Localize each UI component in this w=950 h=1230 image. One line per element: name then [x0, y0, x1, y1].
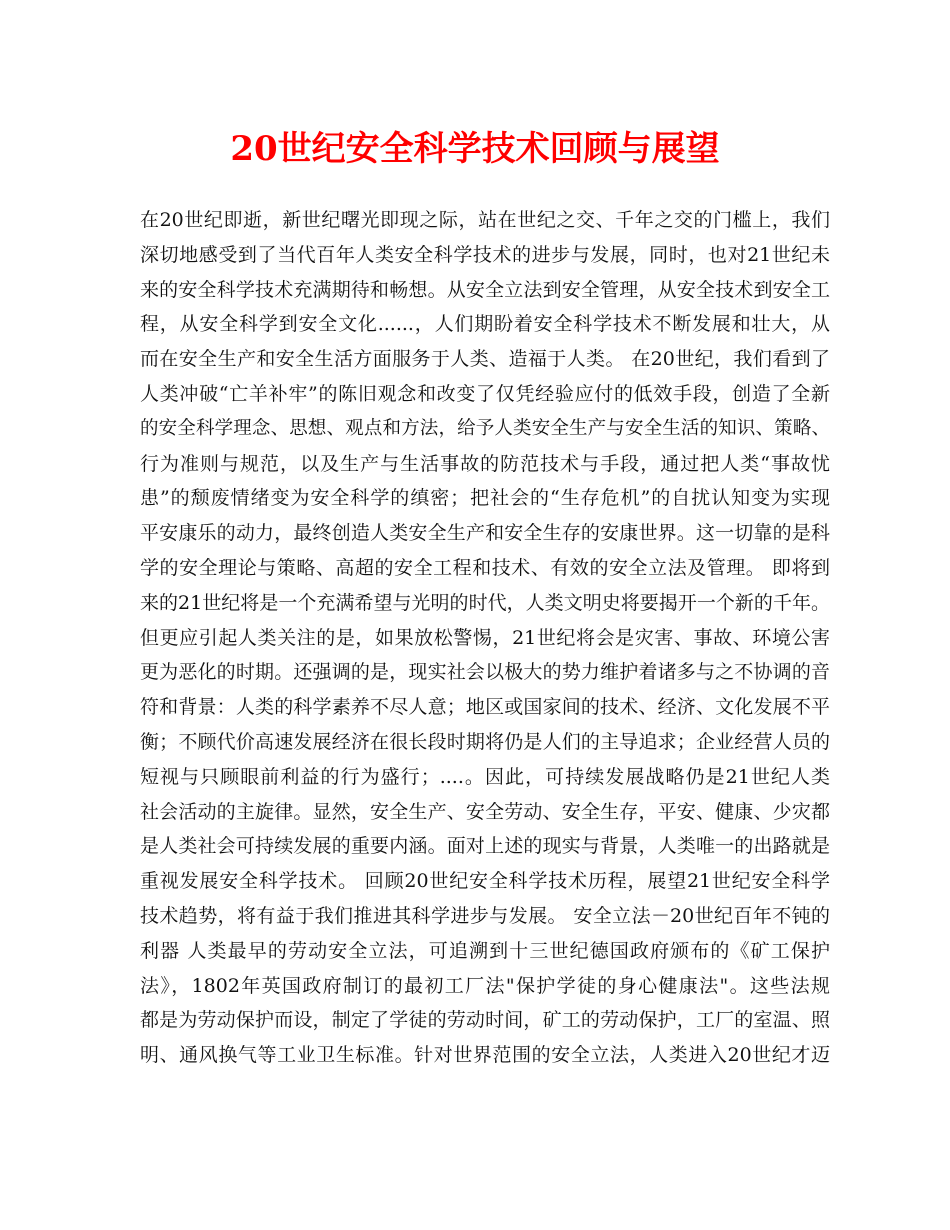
body-line: 来的安全科学技术充满期待和畅想。从安全立法到安全管理，从安全技术到安全工	[140, 278, 830, 301]
body-line: 社会活动的主旋律。显然，安全生产、安全劳动、安全生存，平安、健康、少灾都	[140, 800, 830, 823]
body-line: 是人类社会可持续发展的重要内涵。面对上述的现实与背景，人类唯一的出路就是	[140, 835, 830, 858]
body-line: 而在安全生产和安全生活方面服务于人类、造福于人类。 在20世纪，我们看到了	[140, 348, 830, 371]
body-line: 衡；不顾代价高速发展经济在很长段时期将仍是人们的主导追求；企业经营人员的	[140, 730, 830, 753]
body-line: 人类冲破“亡羊补牢”的陈旧观念和改变了仅凭经验应付的低效手段，创造了全新	[140, 382, 830, 405]
body-line: 技术趋势，将有益于我们推进其科学进步与发展。 安全立法－20世纪百年不钝的	[140, 904, 830, 927]
body-line: 但更应引起人类关注的是，如果放松警惕，21世纪将会是灾害、事故、环境公害	[140, 626, 830, 649]
body-line: 的安全科学理念、思想、观点和方法，给予人类安全生产与安全生活的知识、策略、	[140, 417, 830, 439]
body-line: 行为准则与规范，以及生产与生活事故的防范技术与手段，通过把人类“事故忧	[140, 452, 830, 475]
body-line: 都是为劳动保护而设，制定了学徒的劳动时间，矿工的劳动保护，工厂的室温、照	[140, 1009, 830, 1032]
body-line: 患”的颓废情绪变为安全科学的缜密；把社会的“生存危机”的自扰认知变为实现	[140, 487, 830, 510]
document-title: 20世纪安全科学技术回顾与展望	[230, 129, 720, 169]
body-line: 在20世纪即逝，新世纪曙光即现之际，站在世纪之交、千年之交的门槛上，我们	[140, 209, 830, 231]
body-line: 符和背景：人类的科学素养不尽人意；地区或国家间的技术、经济、文化发展不平	[140, 696, 830, 719]
body-line: 学的安全理论与策略、高超的安全工程和技术、有效的安全立法及管理。 即将到	[140, 556, 830, 579]
body-line: 来的21世纪将是一个充满希望与光明的时代，人类文明史将要揭开一个新的千年。	[140, 591, 830, 614]
body-line: 法》，1802年英国政府制订的最初工厂法"保护学徒的身心健康法"。这些法规	[140, 974, 830, 997]
body-line: 更为恶化的时期。还强调的是，现实社会以极大的势力维护着诸多与之不协调的音	[140, 661, 830, 684]
body-line: 明、通风换气等工业卫生标准。针对世界范围的安全立法，人类进入20世纪才迈	[140, 1044, 830, 1067]
document-body	[140, 203, 830, 1073]
body-line: 平安康乐的动力，最终创造人类安全生产和安全生存的安康世界。这一切靠的是科	[140, 522, 830, 545]
body-line: 短视与只顾眼前利益的行为盛行；....。因此，可持续发展战略仍是21世纪人类	[140, 765, 830, 788]
body-line: 利器 人类最早的劳动安全立法，可追溯到十三世纪德国政府颁布的《矿工保护	[140, 939, 830, 962]
body-line: 深切地感受到了当代百年人类安全科学技术的进步与发展，同时，也对21世纪未	[140, 243, 830, 266]
body-line: 重视发展安全科学技术。 回顾20世纪安全科学技术历程，展望21世纪安全科学	[140, 870, 830, 893]
body-line: 程，从安全科学到安全文化......，人们期盼着安全科学技术不断发展和壮大，从	[140, 313, 830, 336]
